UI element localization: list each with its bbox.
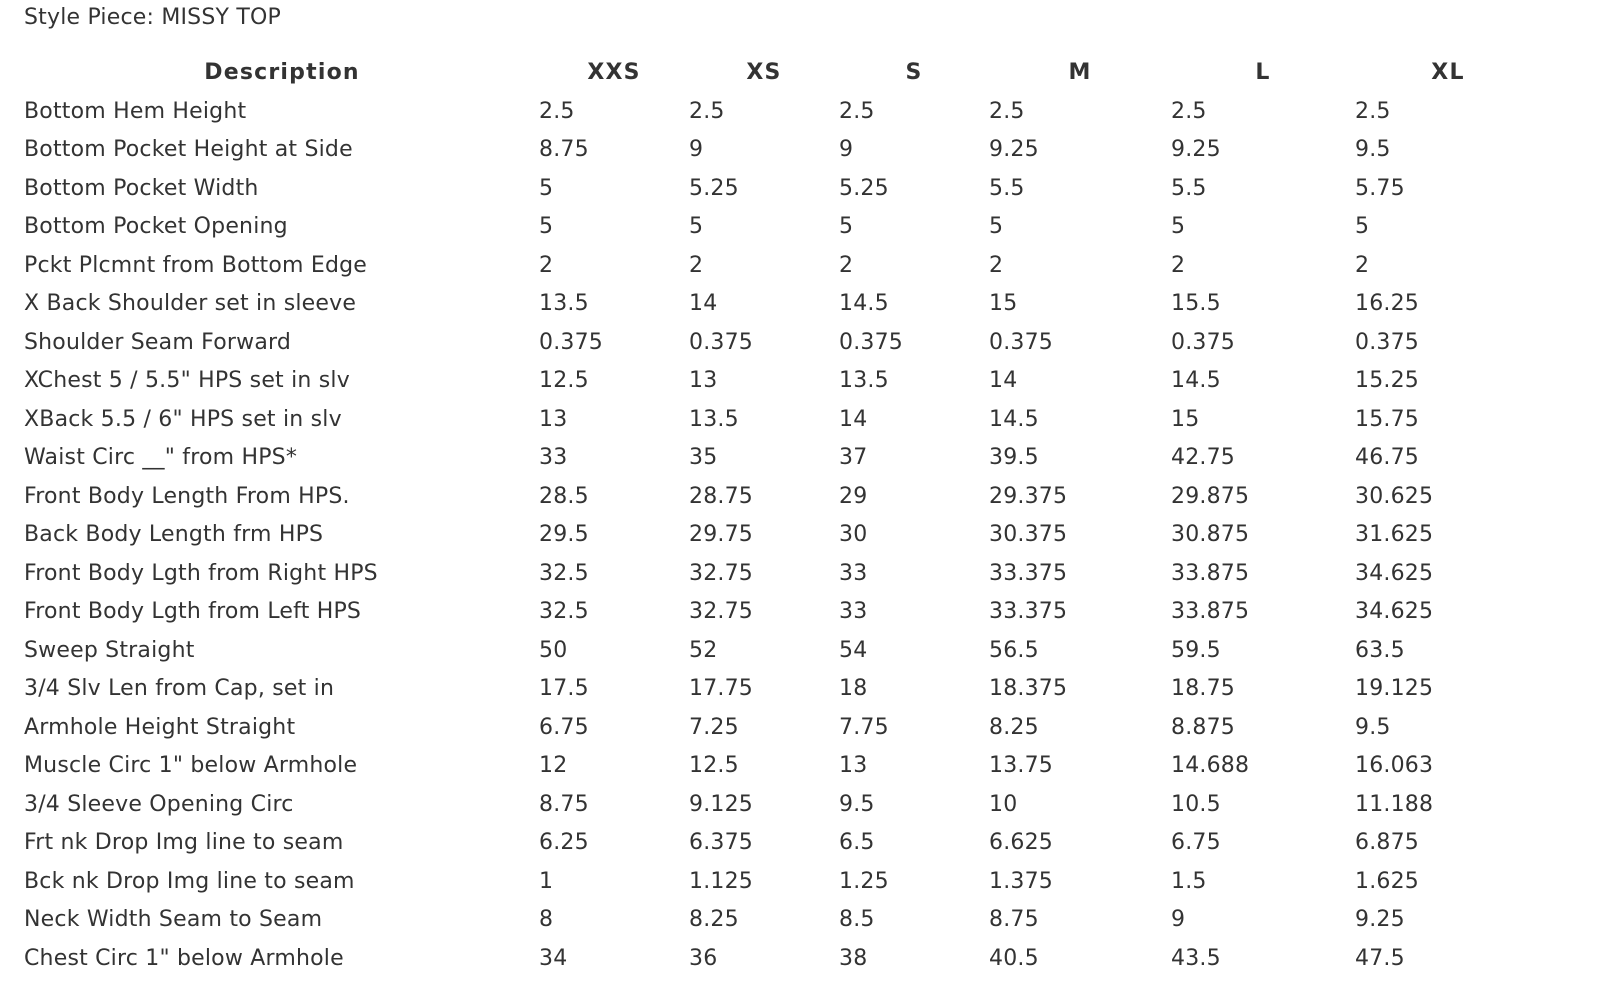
size-value-s: 29 xyxy=(839,483,868,509)
size-value-s: 9 xyxy=(839,137,854,162)
size-value-m: 40.5 xyxy=(989,945,1039,971)
measurement-description: Sweep Straight xyxy=(24,637,195,663)
size-value-l: 15.5 xyxy=(1171,291,1221,316)
measurement-description: XChest 5 / 5.5" HPS set in slv xyxy=(24,368,350,393)
size-value-xs: 28.75 xyxy=(689,483,753,509)
table-row xyxy=(0,824,1600,863)
size-value-s: 8.5 xyxy=(839,907,875,932)
measurement-description: Chest Circ 1" below Armhole xyxy=(24,945,344,971)
size-value-l: 14.5 xyxy=(1171,368,1221,393)
size-value-xs: 5 xyxy=(689,214,704,239)
size-value-xl: 47.5 xyxy=(1355,945,1405,971)
size-value-l: 10.5 xyxy=(1171,791,1221,817)
table-row xyxy=(0,362,1600,401)
size-value-xs: 32.75 xyxy=(689,560,753,586)
size-value-xxs: 8 xyxy=(539,907,554,932)
size-value-xxs: 8.75 xyxy=(539,137,589,162)
size-value-l: 33.875 xyxy=(1171,599,1250,624)
size-value-xs: 0.375 xyxy=(689,329,753,355)
measurement-description: Front Body Lgth from Right HPS xyxy=(24,560,378,586)
size-value-l: 42.75 xyxy=(1171,445,1235,470)
size-value-s: 37 xyxy=(839,445,868,470)
size-value-xxs: 2.5 xyxy=(539,98,575,124)
size-value-l: 9.25 xyxy=(1171,137,1221,162)
size-value-xl: 34.625 xyxy=(1355,560,1434,586)
header-description: Description xyxy=(204,60,360,85)
size-value-m: 5 xyxy=(989,214,1004,239)
size-value-xxs: 17.5 xyxy=(539,676,589,701)
size-value-xxs: 5 xyxy=(539,175,554,201)
size-value-l: 2 xyxy=(1171,252,1186,278)
table-row xyxy=(0,93,1600,132)
size-value-xxs: 32.5 xyxy=(539,560,589,586)
size-value-l: 9 xyxy=(1171,907,1186,932)
size-value-s: 54 xyxy=(839,637,868,663)
size-value-m: 2 xyxy=(989,252,1004,278)
size-value-s: 38 xyxy=(839,945,868,971)
size-value-l: 30.875 xyxy=(1171,522,1250,547)
size-value-l: 15 xyxy=(1171,406,1200,432)
size-value-xs: 29.75 xyxy=(689,522,753,547)
size-value-xl: 34.625 xyxy=(1355,599,1434,624)
table-row xyxy=(0,285,1600,324)
measurement-description: Neck Width Seam to Seam xyxy=(24,907,323,932)
size-value-xs: 36 xyxy=(689,945,718,971)
size-value-xl: 19.125 xyxy=(1355,676,1434,701)
table-header-row xyxy=(0,54,1600,93)
size-value-xxs: 12.5 xyxy=(539,368,589,393)
size-value-l: 18.75 xyxy=(1171,676,1235,701)
size-value-xxs: 5 xyxy=(539,214,554,239)
size-value-s: 7.75 xyxy=(839,714,889,740)
measurement-description: Bottom Pocket Width xyxy=(24,175,259,201)
table-row xyxy=(0,709,1600,748)
table-row xyxy=(0,593,1600,632)
size-value-xl: 5 xyxy=(1355,214,1370,239)
measurement-description: Back Body Length frm HPS xyxy=(24,522,324,547)
size-value-xxs: 32.5 xyxy=(539,599,589,624)
measurement-description: Bottom Pocket Opening xyxy=(24,214,288,239)
size-value-l: 29.875 xyxy=(1171,483,1250,509)
measurement-description: Bottom Pocket Height at Side xyxy=(24,137,353,162)
table-row xyxy=(0,632,1600,671)
size-value-xl: 31.625 xyxy=(1355,522,1434,547)
header-size-xxs: XXS xyxy=(587,60,641,85)
size-spec-table xyxy=(0,54,1600,978)
size-value-xl: 9.25 xyxy=(1355,907,1405,932)
size-value-m: 6.625 xyxy=(989,830,1053,855)
size-value-xxs: 12 xyxy=(539,753,568,778)
size-value-m: 2.5 xyxy=(989,98,1025,124)
size-value-m: 9.25 xyxy=(989,137,1039,162)
size-value-l: 43.5 xyxy=(1171,945,1221,971)
size-value-xl: 2.5 xyxy=(1355,98,1391,124)
measurement-description: Bottom Hem Height xyxy=(24,98,247,124)
size-value-s: 5.25 xyxy=(839,175,889,201)
size-value-m: 15 xyxy=(989,291,1018,316)
size-value-xxs: 0.375 xyxy=(539,329,603,355)
measurement-description: 3/4 Sleeve Opening Circ xyxy=(24,791,294,817)
size-value-xs: 2.5 xyxy=(689,98,725,124)
measurement-description: X Back Shoulder set in sleeve xyxy=(24,291,357,316)
style-piece-title: Style Piece: MISSY TOP xyxy=(24,5,281,30)
size-value-xxs: 6.25 xyxy=(539,830,589,855)
size-value-xs: 35 xyxy=(689,445,718,470)
size-value-xl: 46.75 xyxy=(1355,445,1419,470)
header-size-m: M xyxy=(1068,60,1092,85)
size-value-s: 18 xyxy=(839,676,868,701)
size-value-xl: 6.875 xyxy=(1355,830,1419,855)
size-value-m: 0.375 xyxy=(989,329,1053,355)
measurement-description: Bck nk Drop Img line to seam xyxy=(24,868,355,894)
table-row xyxy=(0,247,1600,286)
size-value-m: 1.375 xyxy=(989,868,1053,894)
size-value-xs: 9.125 xyxy=(689,791,753,817)
size-value-xl: 16.25 xyxy=(1355,291,1419,316)
size-value-m: 8.75 xyxy=(989,907,1039,932)
table-row xyxy=(0,786,1600,825)
size-value-xxs: 13 xyxy=(539,406,568,432)
size-value-xs: 6.375 xyxy=(689,830,753,855)
table-row xyxy=(0,208,1600,247)
size-value-xs: 5.25 xyxy=(689,175,739,201)
size-value-xl: 9.5 xyxy=(1355,137,1391,162)
size-value-xxs: 33 xyxy=(539,445,568,470)
size-value-xs: 14 xyxy=(689,291,718,316)
size-value-xl: 15.75 xyxy=(1355,406,1419,432)
size-value-xl: 63.5 xyxy=(1355,637,1405,663)
table-row xyxy=(0,170,1600,209)
size-value-xxs: 1 xyxy=(539,868,554,894)
size-value-s: 13.5 xyxy=(839,368,889,393)
size-value-s: 5 xyxy=(839,214,854,239)
size-value-s: 33 xyxy=(839,599,868,624)
size-value-xs: 52 xyxy=(689,637,718,663)
size-value-l: 2.5 xyxy=(1171,98,1207,124)
size-value-s: 33 xyxy=(839,560,868,586)
size-value-xxs: 34 xyxy=(539,945,568,971)
size-value-l: 1.5 xyxy=(1171,868,1207,894)
size-value-xs: 17.75 xyxy=(689,676,753,701)
table-row xyxy=(0,863,1600,902)
size-value-s: 1.25 xyxy=(839,868,889,894)
table-row xyxy=(0,901,1600,940)
header-size-s: S xyxy=(905,60,923,85)
size-value-xs: 2 xyxy=(689,252,704,278)
size-value-l: 0.375 xyxy=(1171,329,1235,355)
size-value-xl: 16.063 xyxy=(1355,753,1434,778)
size-value-s: 0.375 xyxy=(839,329,903,355)
measurement-description: Frt nk Drop Img line to seam xyxy=(24,830,344,855)
size-value-xxs: 29.5 xyxy=(539,522,589,547)
size-value-xl: 15.25 xyxy=(1355,368,1419,393)
size-value-xl: 1.625 xyxy=(1355,868,1419,894)
size-value-xs: 1.125 xyxy=(689,868,753,894)
size-value-m: 10 xyxy=(989,791,1018,817)
size-value-xl: 0.375 xyxy=(1355,329,1419,355)
size-value-xxs: 6.75 xyxy=(539,714,589,740)
size-value-xl: 5.75 xyxy=(1355,175,1405,201)
size-value-xs: 32.75 xyxy=(689,599,753,624)
measurement-description: Shoulder Seam Forward xyxy=(24,329,292,355)
size-value-xxs: 28.5 xyxy=(539,483,589,509)
measurement-description: Muscle Circ 1" below Armhole xyxy=(24,753,358,778)
measurement-description: XBack 5.5 / 6" HPS set in slv xyxy=(24,406,342,432)
size-value-xs: 7.25 xyxy=(689,714,739,740)
size-value-xs: 13.5 xyxy=(689,406,739,432)
measurement-description: Waist Circ __" from HPS* xyxy=(24,445,298,470)
header-size-xs: XS xyxy=(746,60,782,85)
size-value-s: 14 xyxy=(839,406,868,432)
measurement-description: 3/4 Slv Len from Cap, set in xyxy=(24,676,335,701)
size-value-m: 14.5 xyxy=(989,406,1039,432)
size-value-m: 13.75 xyxy=(989,753,1053,778)
size-value-l: 5 xyxy=(1171,214,1186,239)
size-value-l: 6.75 xyxy=(1171,830,1221,855)
size-value-xs: 8.25 xyxy=(689,907,739,932)
size-value-xl: 30.625 xyxy=(1355,483,1434,509)
size-value-xxs: 50 xyxy=(539,637,568,663)
size-value-xl: 2 xyxy=(1355,252,1370,278)
size-value-l: 14.688 xyxy=(1171,753,1250,778)
size-value-s: 2.5 xyxy=(839,98,875,124)
measurement-description: Front Body Lgth from Left HPS xyxy=(24,599,362,624)
size-value-s: 14.5 xyxy=(839,291,889,316)
size-value-m: 5.5 xyxy=(989,175,1025,201)
size-value-xs: 13 xyxy=(689,368,718,393)
size-value-s: 2 xyxy=(839,252,854,278)
size-value-s: 9.5 xyxy=(839,791,875,817)
size-value-m: 33.375 xyxy=(989,560,1068,586)
table-row xyxy=(0,324,1600,363)
size-value-l: 8.875 xyxy=(1171,714,1235,740)
size-value-m: 39.5 xyxy=(989,445,1039,470)
size-value-xs: 9 xyxy=(689,137,704,162)
size-value-xl: 9.5 xyxy=(1355,714,1391,740)
measurement-description: Pckt Plcmnt from Bottom Edge xyxy=(24,252,368,278)
size-value-xs: 12.5 xyxy=(689,753,739,778)
size-value-m: 29.375 xyxy=(989,483,1068,509)
size-value-s: 30 xyxy=(839,522,868,547)
size-value-m: 18.375 xyxy=(989,676,1068,701)
size-value-m: 30.375 xyxy=(989,522,1068,547)
size-value-xxs: 13.5 xyxy=(539,291,589,316)
measurement-description: Armhole Height Straight xyxy=(24,714,296,740)
measurement-description: Front Body Length From HPS. xyxy=(24,483,350,509)
size-value-xl: 11.188 xyxy=(1355,791,1434,817)
table-row xyxy=(0,131,1600,170)
table-row xyxy=(0,670,1600,709)
size-value-l: 59.5 xyxy=(1171,637,1221,663)
size-value-m: 8.25 xyxy=(989,714,1039,740)
size-value-m: 33.375 xyxy=(989,599,1068,624)
size-value-s: 6.5 xyxy=(839,830,875,855)
table-row xyxy=(0,555,1600,594)
size-value-l: 5.5 xyxy=(1171,175,1207,201)
table-row xyxy=(0,439,1600,478)
table-row xyxy=(0,516,1600,555)
size-value-s: 13 xyxy=(839,753,868,778)
size-value-m: 56.5 xyxy=(989,637,1039,663)
header-size-l: L xyxy=(1255,60,1271,85)
table-row xyxy=(0,478,1600,517)
table-row xyxy=(0,940,1600,979)
size-value-xxs: 2 xyxy=(539,252,554,278)
size-value-l: 33.875 xyxy=(1171,560,1250,586)
table-row xyxy=(0,401,1600,440)
header-size-xl: XL xyxy=(1431,60,1465,85)
size-value-xxs: 8.75 xyxy=(539,791,589,817)
size-value-m: 14 xyxy=(989,368,1018,393)
table-row xyxy=(0,747,1600,786)
